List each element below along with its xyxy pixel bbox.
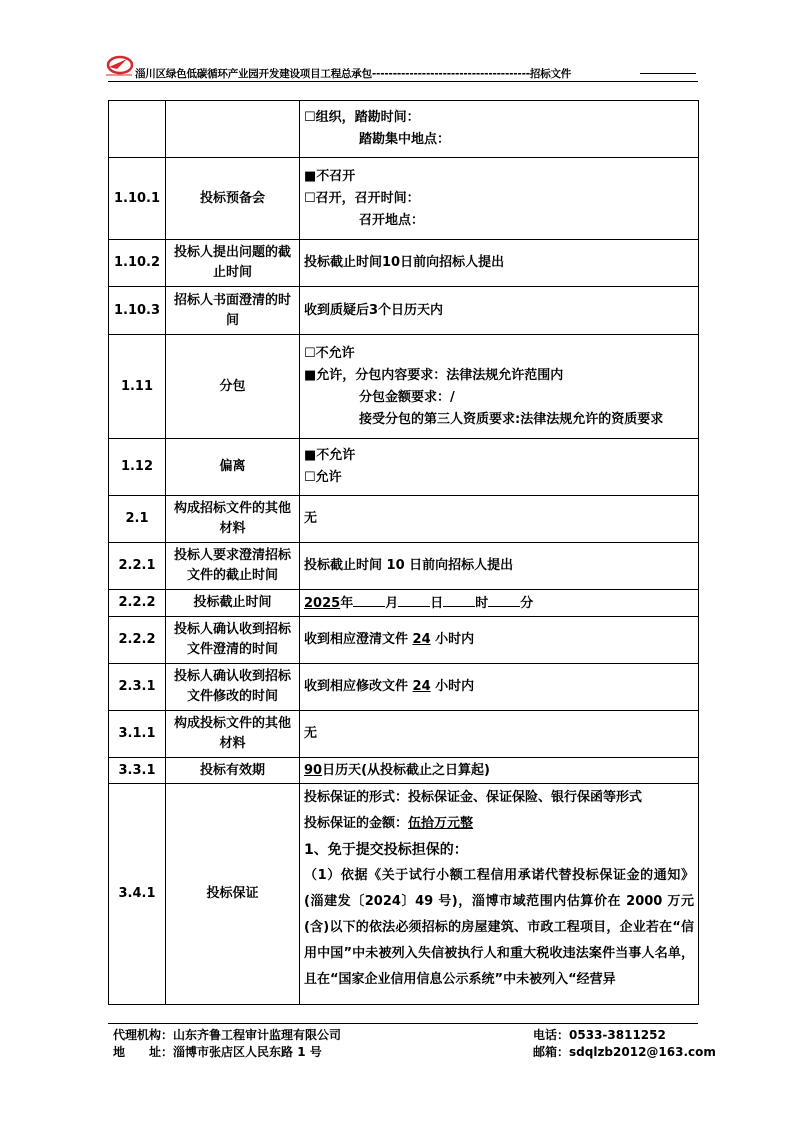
- table-row: [109, 590, 699, 617]
- phone-label: 电话：: [533, 1028, 570, 1042]
- content-line: ■不召开: [304, 168, 356, 184]
- table-row: [109, 101, 699, 158]
- content-line: ☐组织，踏勘时间：: [304, 110, 420, 125]
- content-line: ■允许，分包内容要求：法律法规允许范围内: [304, 367, 564, 383]
- text-post: 小时内: [430, 679, 475, 694]
- header-divider: [108, 81, 698, 82]
- header-title: 淄川区绿色低碳循环产业园开发建设项目工程总承包--------------------------------------招标文件: [135, 68, 572, 80]
- content-line: 踏勘集中地点：: [359, 132, 451, 147]
- footer-address: [113, 1043, 322, 1060]
- row-number: 2.2.1: [109, 543, 166, 590]
- table-row: [109, 439, 699, 496]
- table-row: [109, 158, 699, 240]
- exemption-paragraph: （1）依据《关于试行小额工程信用承诺代替投标保证金的通知》(淄建发〔2024〕49 号)，淄博市域范围内估算价在 2000 万元(含)以下的依法必须招标的房屋建筑、市政工程项目，企业若在“信用中国”中未被列入失信被执行人和重大税收违法案件当事人名单，且在“国家企业信用信息公示系统”中未被列入“经营异: [304, 868, 694, 987]
- content-line: 投标截止时间 10 日前向招标人提出: [304, 558, 514, 573]
- email-label: 邮箱：: [533, 1045, 570, 1059]
- content-line: [304, 629, 694, 651]
- row-item: 招标人书面澄清的时间: [166, 287, 300, 335]
- table-row: [109, 496, 699, 543]
- email-value: sdqlzb2012@163.com: [569, 1045, 716, 1059]
- unit-minute: 分: [520, 595, 534, 611]
- content-line: 无: [304, 726, 318, 741]
- row-content: [300, 543, 699, 590]
- row-number: 2.2.2: [109, 617, 166, 664]
- header-right-line: [640, 73, 696, 74]
- row-number: 1.11: [109, 335, 166, 439]
- phone-value: 0533-3811252: [569, 1028, 666, 1042]
- content-line: 收到质疑后3个日历天内: [304, 302, 444, 318]
- text-pre: 投标保证的金额：: [304, 816, 409, 831]
- content-line: 召开地点：: [359, 212, 425, 228]
- row-number: [109, 101, 166, 158]
- unit-month: 月: [385, 595, 399, 611]
- row-item: 投标预备会: [166, 158, 300, 240]
- row-item: 投标人确认收到招标文件澄清的时间: [166, 617, 300, 664]
- row-number: 1.10.3: [109, 287, 166, 335]
- row-content: [300, 158, 699, 240]
- row-item: 偏离: [166, 439, 300, 496]
- row-item: 投标保证: [166, 784, 300, 1005]
- row-content: [300, 617, 699, 664]
- row-item: 构成投标文件的其他材料: [166, 711, 300, 758]
- content-line: ■不允许: [304, 448, 356, 463]
- agency-label: 代理机构：: [113, 1028, 174, 1042]
- row-item: 投标人要求澄清招标文件的截止时间: [166, 543, 300, 590]
- unit-hour: 时: [475, 595, 489, 611]
- content-line: [304, 811, 694, 837]
- content-line: ☐不允许: [304, 345, 355, 361]
- bid-data-table: [108, 100, 699, 1005]
- unit-year: 年: [340, 595, 354, 611]
- blank-day: [398, 592, 430, 607]
- value: 24: [412, 679, 431, 694]
- blank-month: [353, 592, 385, 607]
- blank-hour: [443, 592, 475, 607]
- row-content: [300, 240, 699, 287]
- content-line: [304, 760, 694, 782]
- table-row: [109, 711, 699, 758]
- unit-day: 日: [430, 595, 444, 611]
- row-number: 2.3.1: [109, 664, 166, 711]
- table-row: [109, 664, 699, 711]
- value: 90: [304, 762, 323, 778]
- row-item: [166, 101, 300, 158]
- row-number: 3.4.1: [109, 784, 166, 1005]
- row-number: 3.1.1: [109, 711, 166, 758]
- row-item: 投标截止时间: [166, 590, 300, 617]
- address-label: 地 址：: [113, 1045, 174, 1059]
- footer-divider: [108, 1023, 698, 1024]
- footer-agency: [113, 1026, 341, 1043]
- row-number: 1.10.2: [109, 240, 166, 287]
- address-value: 淄博市张店区人民东路 1 号: [173, 1045, 322, 1059]
- deadline-line: [304, 592, 694, 615]
- content-line: ☐允许: [304, 470, 342, 485]
- blank-minute: [488, 592, 520, 607]
- row-number: 3.3.1: [109, 758, 166, 784]
- row-number: 1.10.1: [109, 158, 166, 240]
- row-number: 2.2.2: [109, 590, 166, 617]
- row-item: 分包: [166, 335, 300, 439]
- content-line: 接受分包的第三人资质要求:法律法规允许的资质要求: [359, 411, 664, 427]
- agency-name: 山东齐鲁工程审计监理有限公司: [173, 1028, 342, 1042]
- row-content: [300, 496, 699, 543]
- content-line: 投标截止时间10日前向招标人提出: [304, 255, 505, 270]
- company-logo: [103, 53, 135, 79]
- row-item: 投标有效期: [166, 758, 300, 784]
- text-post: 日历天(从投标截止之日算起): [322, 762, 490, 778]
- row-item: 投标人确认收到招标文件修改的时间: [166, 664, 300, 711]
- guarantee-amount: 伍拾万元整: [408, 816, 474, 831]
- table-row: [109, 758, 699, 784]
- row-number: 1.12: [109, 439, 166, 496]
- row-content: [300, 784, 699, 1005]
- row-content: [300, 664, 699, 711]
- row-number: 2.1: [109, 496, 166, 543]
- content-line: 投标保证的形式：投标保证金、保证保险、银行保函等形式: [304, 790, 643, 805]
- value: 24: [412, 632, 431, 647]
- footer-email: [533, 1043, 716, 1060]
- table-row: [109, 335, 699, 439]
- row-content: [300, 439, 699, 496]
- content-line: 分包金额要求：/: [359, 389, 455, 405]
- text-post: 小时内: [430, 632, 475, 647]
- content-line: ☐召开，召开时间：: [304, 190, 420, 206]
- row-content: [300, 590, 699, 617]
- footer-phone: [533, 1026, 666, 1043]
- content-line: [304, 676, 694, 698]
- deadline-year: 2025: [304, 595, 341, 611]
- content-line: 1、免于提交投标担保的：: [304, 842, 468, 858]
- row-content: [300, 711, 699, 758]
- table-row: [109, 543, 699, 590]
- row-content: [300, 101, 699, 158]
- row-content: [300, 335, 699, 439]
- text-pre: 收到相应修改文件: [304, 679, 413, 694]
- row-item: 投标人提出问题的截止时间: [166, 240, 300, 287]
- row-item: 构成招标文件的其他材料: [166, 496, 300, 543]
- content-line: 无: [304, 511, 318, 526]
- row-content: [300, 287, 699, 335]
- table-row: [109, 240, 699, 287]
- row-content: [300, 758, 699, 784]
- table-row: [109, 617, 699, 664]
- text-pre: 收到相应澄清文件: [304, 632, 413, 647]
- table-row: [109, 784, 699, 1005]
- table-row: [109, 287, 699, 335]
